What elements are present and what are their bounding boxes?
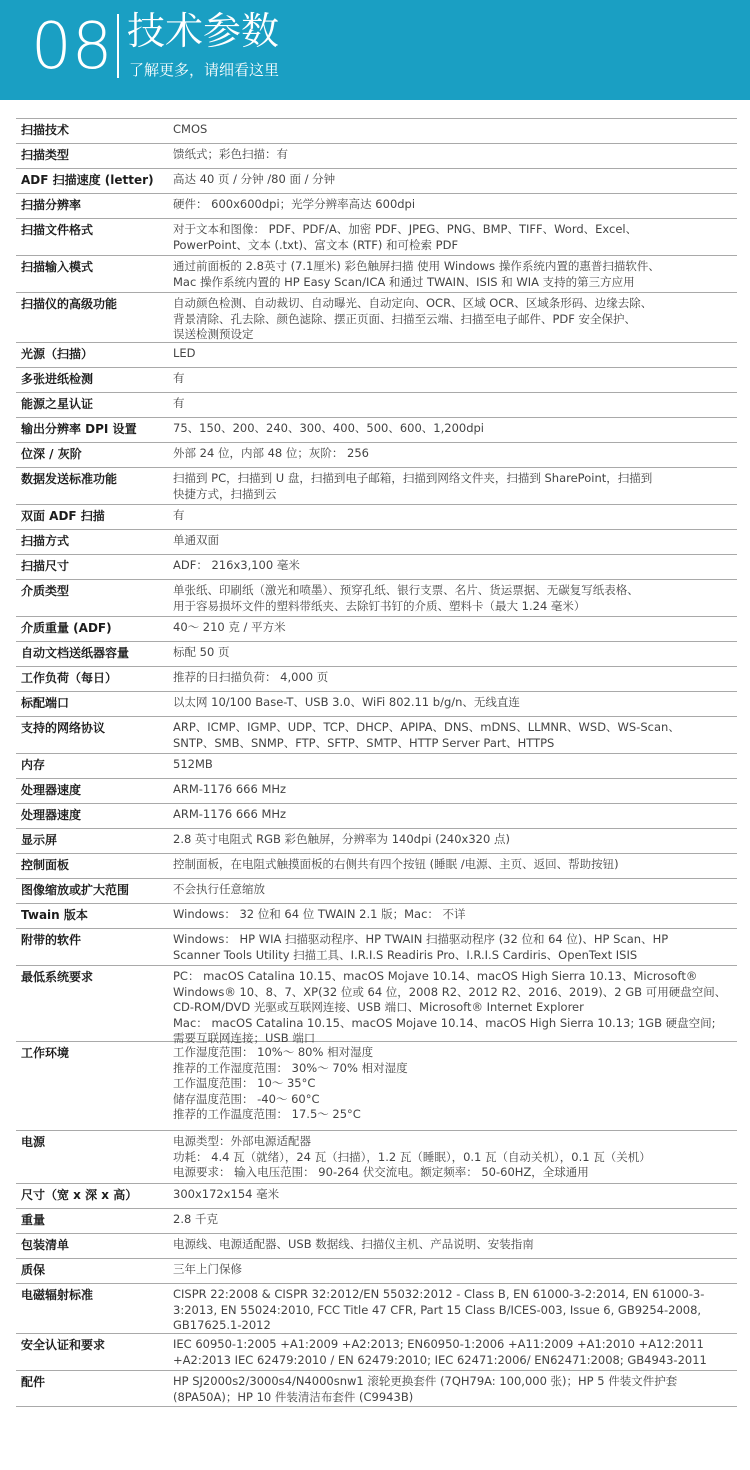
spec-value-line: 背景清除、孔去除、颜色滤除、摆正页面、扫描至云端、扫描至电子邮件、PDF 安全保护、: [173, 311, 637, 326]
spec-value-line: 对于文本和图像： PDF、PDF/A、加密 PDF、JPEG、PNG、BMP、TIFF、Word、Excel、: [173, 222, 638, 236]
spec-row: [16, 691, 737, 716]
spec-value-line: Scanner Tools Utility 扫描工具、I.R.I.S Readiris Pro、I.R.I.S Cardiris、OpenText ISIS: [173, 947, 638, 962]
spec-label: 扫描输入模式: [21, 260, 94, 274]
spec-row: [16, 529, 737, 554]
spec-value-line: 误送检测预设定: [173, 327, 254, 341]
spec-row: [16, 168, 737, 193]
spec-value: [173, 418, 737, 442]
spec-label: 双面 ADF 扫描: [21, 509, 105, 523]
spec-value-line: 标配 50 页: [173, 645, 230, 659]
spec-value: [173, 343, 737, 367]
spec-row: [16, 928, 737, 965]
spec-label: 最低系统要求: [21, 970, 94, 984]
spec-label: 数据发送标准功能: [21, 472, 118, 486]
spec-value: [173, 1131, 737, 1183]
spec-row: [16, 716, 737, 753]
spec-row: [16, 1333, 737, 1370]
spec-row: [16, 218, 737, 255]
spec-value-line: 工作湿度范围： 10%～ 80% 相对湿度: [173, 1045, 374, 1059]
spec-value-line: 工作温度范围： 10～ 35°C: [173, 1076, 316, 1090]
spec-row: [16, 342, 737, 367]
spec-label: 位深 / 灰阶: [21, 447, 82, 461]
spec-value: [173, 580, 737, 616]
spec-value: [173, 717, 737, 753]
spec-value: [173, 505, 737, 529]
spec-row: [16, 392, 737, 417]
spec-value-line: 推荐的日扫描负荷： 4,000 页: [173, 670, 329, 684]
spec-value-line: LED: [173, 346, 196, 360]
spec-label: 工作负荷（每日）: [21, 671, 118, 685]
spec-value-line: CD-ROM/DVD 光驱或互联网连接、USB 端口、Microsoft® Internet Explorer: [173, 1000, 584, 1014]
spec-row: [16, 255, 737, 292]
spec-value-line: Mac： macOS Catalina 10.15、macOS Mojave 10.14、macOS High Sierra 10.13; 1GB 硬盘空间;: [173, 1015, 716, 1030]
spec-row: [16, 143, 737, 168]
spec-label: 支持的网络协议: [21, 721, 106, 735]
spec-label: 能源之星认证: [21, 397, 94, 411]
spec-label: 附带的软件: [21, 933, 82, 947]
spec-label: 光源（扫描）: [21, 347, 94, 361]
spec-label: 尺寸（宽 x 深 x 高）: [21, 1188, 138, 1202]
spec-value-line: 通过前面板的 2.8英寸 (7.1厘米) 彩色触屏扫描 使用 Windows 操作系统内置的惠普扫描软件、: [173, 259, 660, 273]
spec-value-line: 推荐的工作温度范围： 17.5～ 25°C: [173, 1107, 361, 1121]
spec-label: 扫描方式: [21, 534, 70, 548]
spec-value-line: 功耗： 4.4 瓦（就绪），24 瓦（扫描），1.2 瓦（睡眠），0.1 瓦（自动关机），0.1 瓦（关机）: [173, 1149, 651, 1164]
spec-value: [173, 1284, 737, 1333]
spec-value-line: GB17625.1-2012: [173, 1318, 271, 1332]
spec-value-line: 以太网 10/100 Base-T、USB 3.0、WiFi 802.11 b/g/n、无线直连: [173, 695, 520, 709]
spec-value: [173, 368, 737, 392]
spec-label: 处理器速度: [21, 783, 82, 797]
spec-value-line: 2.8 千克: [173, 1212, 218, 1226]
spec-value-line: ARM-1176 666 MHz: [173, 807, 287, 821]
spec-row: [16, 467, 737, 504]
spec-value-line: 快捷方式，扫描到云: [173, 486, 277, 501]
spec-row: [16, 417, 737, 442]
spec-value-line: 电源要求： 输入电压范围： 90-264 伏交流电。额定频率： 50-60HZ，全球通用: [173, 1165, 589, 1179]
spec-value: [173, 667, 737, 691]
spec-row: [16, 828, 737, 853]
spec-value: [173, 929, 737, 965]
spec-value-line: 高达 40 页 / 分钟 /80 面 / 分钟: [173, 172, 336, 186]
spec-value-line: 40～ 210 克 / 平方米: [173, 620, 286, 634]
spec-label: 内存: [21, 758, 46, 772]
spec-value-line: ARM-1176 666 MHz: [173, 782, 287, 796]
spec-value: [173, 1334, 737, 1370]
spec-value-line: IEC 60950-1:2005 +A1:2009 +A2:2013; EN60950-1:2006 +A11:2009 +A1:2010 +A12:2011: [173, 1337, 704, 1351]
spec-label: 处理器速度: [21, 808, 82, 822]
spec-row: [16, 1183, 737, 1208]
spec-value: [173, 642, 737, 666]
spec-label: ADF 扫描速度 (letter): [21, 173, 154, 187]
spec-value-line: ADF： 216x3,100 毫米: [173, 558, 300, 572]
spec-value: [173, 194, 737, 218]
spec-value-line: Windows： 32 位和 64 位 TWAIN 2.1 版；Mac： 不详: [173, 907, 466, 921]
spec-value-line: PC： macOS Catalina 10.15、macOS Mojave 10.14、macOS High Sierra 10.13、Microsoft®: [173, 969, 698, 983]
spec-value: [173, 256, 737, 292]
spec-row: [16, 442, 737, 467]
header-banner: [0, 0, 750, 100]
spec-label: 输出分辨率 DPI 设置: [21, 422, 137, 436]
spec-label: Twain 版本: [21, 908, 88, 922]
spec-row: [16, 853, 737, 878]
spec-value-line: 三年上门保修: [173, 1262, 242, 1276]
spec-value: [173, 169, 737, 193]
spec-label: 控制面板: [21, 858, 70, 872]
spec-value: [173, 1042, 737, 1130]
spec-value-line: 扫描到 PC，扫描到 U 盘，扫描到电子邮箱，扫描到网络文件夹，扫描到 SharePoint，扫描到: [173, 471, 653, 485]
spec-value: [173, 144, 737, 168]
spec-value-line: (8PA50A)；HP 10 件装清洁布套件 (C9943B): [173, 1389, 414, 1404]
spec-row: [16, 616, 737, 641]
spec-row: [16, 965, 737, 1045]
spec-label: 重量: [21, 1213, 46, 1227]
spec-value-line: 单张纸、印刷纸（激光和喷墨）、预穿孔纸、银行支票、名片、货运票据、无碳复写纸表格、: [173, 583, 639, 597]
spec-value-line: 75、150、200、240、300、400、500、600、1,200dpi: [173, 421, 484, 435]
spec-label: 工作环境: [21, 1046, 70, 1060]
spec-value-line: 有: [173, 396, 185, 410]
spec-label: 介质重量 (ADF): [21, 621, 112, 635]
spec-value: [173, 1371, 737, 1406]
spec-value-line: 需要互联网连接；USB 端口: [173, 1031, 316, 1045]
spec-label: 图像缩放或扩大范围: [21, 883, 130, 897]
spec-label: 介质类型: [21, 584, 70, 598]
spec-row: [16, 1370, 737, 1407]
spec-label: 显示屏: [21, 833, 58, 847]
spec-value-line: HP SJ2000s2/3000s4/N4000snw1 滚轮更换套件 (7QH79A: 100,000 张)；HP 5 件装文件护套: [173, 1374, 678, 1388]
section-number: 08: [31, 10, 113, 84]
spec-value-line: Mac 操作系统内置的 HP Easy Scan/ICA 和通过 TWAIN、ISIS 和 WIA 支持的第三方应用: [173, 274, 635, 289]
spec-value: [173, 754, 737, 778]
spec-value-line: 外部 24 位，内部 48 位；灰阶： 256: [173, 446, 369, 460]
spec-label: 多张进纸检测: [21, 372, 94, 386]
spec-value: [173, 829, 737, 853]
spec-value-line: 3:2013, EN 55024:2010, FCC Title 47 CFR, Part 15 Class B/ICES-003, Issue 6, GB9254-2008,: [173, 1302, 702, 1317]
spec-value: [173, 904, 737, 928]
spec-value: [173, 1259, 737, 1283]
spec-value: [173, 692, 737, 716]
spec-value: [173, 966, 737, 1045]
spec-value: [173, 1209, 737, 1233]
spec-label: 扫描尺寸: [21, 559, 70, 573]
spec-row: [16, 1233, 737, 1258]
spec-value-line: 用于容易损坏文件的塑料带纸夹、去除钉书钉的介质、塑料卡（最大 1.24 毫米）: [173, 598, 586, 613]
spec-row: [16, 193, 737, 218]
spec-value-line: CISPR 22:2008 & CISPR 32:2012/EN 55032:2012 - Class B, EN 61000-3-2:2014, EN 61000-3-: [173, 1287, 705, 1301]
spec-row: [16, 878, 737, 903]
spec-table: [16, 118, 737, 1407]
spec-value-line: ARP、ICMP、IGMP、UDP、TCP、DHCP、APIPA、DNS、mDNS、LLMNR、WSD、WS-Scan、: [173, 720, 680, 734]
spec-label: 自动文档送纸器容量: [21, 646, 130, 660]
spec-label: 包装清单: [21, 1238, 70, 1252]
spec-value-line: 控制面板，在电阻式触摸面板的右侧共有四个按钮 (睡眠 /电源、主页、返回、帮助按钮): [173, 857, 619, 871]
spec-value: [173, 555, 737, 579]
spec-value-line: Windows® 10、8、7、XP(32 位或 64 位，2008 R2、2012 R2、2016、2019)、2 GB 可用硬盘空间、: [173, 984, 727, 999]
spec-value: [173, 293, 737, 342]
spec-label: 标配端口: [21, 696, 70, 710]
spec-row: [16, 1208, 737, 1233]
spec-label: 扫描类型: [21, 148, 70, 162]
spec-label: 配件: [21, 1375, 46, 1389]
spec-value-line: +A2:2013 IEC 62479:2010 / EN 62479:2010; IEC 62471:2006/ EN62471:2008; GB4943-2011: [173, 1352, 707, 1367]
spec-value: [173, 530, 737, 554]
spec-value: [173, 854, 737, 878]
spec-value: [173, 779, 737, 803]
spec-value-line: SNTP、SMB、SNMP、FTP、SFTP、SMTP、HTTP Server Part、HTTPS: [173, 735, 555, 750]
spec-value-line: 不会执行任意缩放: [173, 882, 265, 896]
spec-value-line: 300x172x154 毫米: [173, 1187, 280, 1201]
spec-value: [173, 219, 737, 255]
spec-row: [16, 292, 737, 342]
spec-row: [16, 641, 737, 666]
spec-label: 安全认证和要求: [21, 1338, 106, 1352]
spec-row: [16, 118, 737, 143]
spec-value-line: 馈纸式；彩色扫描：有: [173, 147, 288, 161]
spec-label: 扫描技术: [21, 123, 70, 137]
spec-value: [173, 1234, 737, 1258]
spec-row: [16, 1130, 737, 1183]
spec-value-line: 储存温度范围： -40～ 60°C: [173, 1091, 320, 1106]
spec-value: [173, 617, 737, 641]
section-subtitle: 了解更多，请细看这里: [129, 61, 280, 79]
spec-row: [16, 1283, 737, 1333]
spec-row: [16, 1258, 737, 1283]
spec-value: [173, 119, 737, 143]
spec-value-line: 电源线、电源适配器、USB 数据线、扫描仪主机、产品说明、安装指南: [173, 1237, 534, 1251]
spec-row: [16, 903, 737, 928]
spec-value: [173, 804, 737, 828]
spec-value: [173, 1184, 737, 1208]
spec-row: [16, 753, 737, 778]
spec-row: [16, 579, 737, 616]
spec-label: 质保: [21, 1263, 46, 1277]
spec-label: 电磁辐射标准: [21, 1288, 94, 1302]
header-divider: [117, 14, 119, 78]
spec-value: [173, 443, 737, 467]
spec-value-line: 512MB: [173, 757, 213, 771]
spec-value-line: Windows： HP WIA 扫描驱动程序、HP TWAIN 扫描驱动程序 (32 位和 64 位)、HP Scan、HP: [173, 932, 669, 946]
spec-value-line: 推荐的工作湿度范围： 30%～ 70% 相对湿度: [173, 1060, 408, 1075]
spec-value-line: 有: [173, 508, 185, 522]
spec-value-line: 单通双面: [173, 533, 219, 547]
spec-row: [16, 778, 737, 803]
spec-label: 电源: [21, 1135, 46, 1149]
spec-value-line: 电源类型：外部电源适配器: [173, 1134, 311, 1148]
spec-value-line: 有: [173, 371, 185, 385]
spec-label: 扫描仪的高级功能: [21, 297, 118, 311]
spec-value-line: 2.8 英寸电阻式 RGB 彩色触屏，分辨率为 140dpi (240x320 点): [173, 832, 510, 846]
spec-value: [173, 879, 737, 903]
spec-value-line: CMOS: [173, 122, 208, 136]
spec-row: [16, 666, 737, 691]
spec-label: 扫描文件格式: [21, 223, 94, 237]
spec-row: [16, 803, 737, 828]
spec-label: 扫描分辨率: [21, 198, 82, 212]
spec-row: [16, 1041, 737, 1130]
spec-value-line: PowerPoint、文本 (.txt)、富文本 (RTF) 和可检索 PDF: [173, 237, 459, 252]
spec-row: [16, 554, 737, 579]
spec-value: [173, 468, 737, 504]
spec-row: [16, 367, 737, 392]
spec-value: [173, 393, 737, 417]
spec-row: [16, 504, 737, 529]
spec-value-line: 自动颜色检测、自动裁切、自动曝光、自动定向、OCR、区域 OCR、区域条形码、边缘去除、: [173, 296, 653, 310]
spec-value-line: 硬件： 600x600dpi；光学分辨率高达 600dpi: [173, 197, 416, 211]
section-title: 技术参数: [127, 9, 280, 53]
